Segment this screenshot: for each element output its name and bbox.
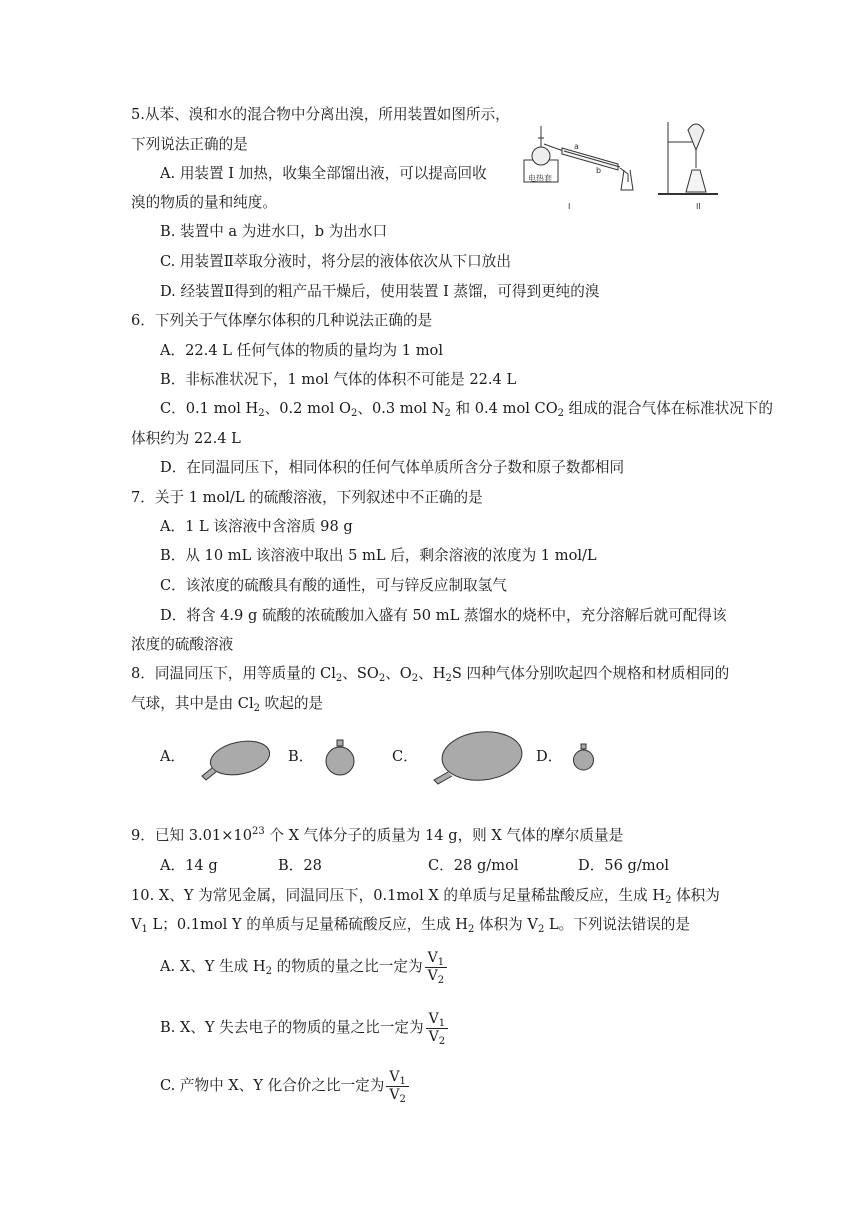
q9-stem: 9．已知 $3.01\times 10^{23}$ 个 X 气体分子的质量为 14 g，则 X 气体的摩尔质量是 [131,826,624,844]
q5-stem-line1: 5.从苯、溴和水的混合物中分离出溴，所用装置如图所示， [131,106,510,123]
q8-option-d-label: D． [536,748,563,765]
port-b-label: b [596,166,602,175]
q7-option-a: A．1 L 该溶液中含溶质 98 g [160,518,353,535]
q5-option-a-line2: 溴的物质的量和纯度。 [131,194,277,211]
q7-option-d-line2: 浓度的硫酸溶液 [131,636,234,653]
q5-stem-line2: 下列说法正确的是 [131,136,248,153]
q6-option-d: D．在同温同压下，相同体积的任何气体单质所含分子数和原子数都相同 [160,459,625,476]
q8-stem-line1: 8．同温同压下，用等质量的 $Cl_2$、$SO_2$、$O_2$、$H_2S$ 四种气体分别吹起四个规格和材质相同的 [131,665,730,684]
q8-option-a-label: A． [160,748,186,765]
q6-option-c-line2: 体积约为 22.4 L [131,430,241,447]
q9-option-d: D．56 g/mol [578,857,670,874]
q10-stem-line2: $V_1$ L；0.1mol Y 的单质与足量稀硫酸反应，生成 $H_2$ 体积为 $V_2$ L。下列说法错误的是 [131,916,690,935]
q10-stem-line1: 10. X、Y 为常见金属，同温同压下，0.1mol X 的单质与足量稀盐酸反应，生成 $H_2$ 体积为 [131,887,720,906]
q5-option-b: B. 装置中 a 为进水口，b 为出水口 [160,223,388,240]
q5-option-c: C. 用装置Ⅱ萃取分液时，将分层的液体依次从下口放出 [160,253,511,270]
q8-option-c-label: C． [392,748,418,765]
q7-option-c: C．该浓度的硫酸具有酸的通性，可与锌反应制取氢气 [160,577,507,594]
q10-option-b: B. X、Y 失去电子的物质的量之比一定为 $\frac{V_1}{V_2}$ [160,1010,448,1046]
balloon-c-icon [426,728,526,788]
q7-option-d-line1: D．将含 4.9 g 硫酸的浓硫酸加入盛有 50 mL 蒸馏水的烧杯中，充分溶解后就可配得该 [160,607,727,624]
q8-option-b-label: B． [288,748,314,765]
q9-option-a: A．14 g [160,857,218,874]
heater-label: 电热套 [528,174,552,183]
q5-option-a-line1: A. 用装置 I 加热，收集全部馏出液，可以提高回收 [160,165,487,182]
balloon-b-icon [322,738,358,780]
apparatus-ii-label: II [696,202,701,211]
fraction-v1-v2: $\frac{V_1}{V_2}$ [386,1069,409,1104]
balloon-a-icon [198,736,278,784]
q8-stem-line2: 气球，其中是由 $Cl_2$ 吹起的是 [131,695,324,714]
distillation-separation-diagram [518,108,728,216]
apparatus-i-label: I [568,202,571,211]
q10-option-c: C. 产物中 X、Y 化合价之比一定为 $\frac{V_1}{V_2}$ [160,1068,409,1104]
q6-option-c-line1: C．0.1 mol $H_2$、0.2 mol $O_2$、0.3 mol $N_2$ 和 0.4 mol $CO_2$ 组成的混合气体在标准状况下的 [160,400,773,419]
q6-option-b: B．非标准状况下，1 mol 气体的体积不可能是 22.4 L [160,371,517,388]
q5-apparatus-figure [518,108,728,216]
q9-option-c: C．28 g/mol [428,857,519,874]
q10-option-a: A. X、Y 生成 $H_2$ 的物质的量之比一定为 $\frac{V_1}{V_2}$ [160,949,447,985]
balloon-d-icon [570,742,598,774]
port-a-label: a [574,142,579,151]
q7-stem: 7．关于 1 mol/L 的硫酸溶液，下列叙述中不正确的是 [131,489,483,506]
q6-stem: 6．下列关于气体摩尔体积的几种说法正确的是 [131,312,433,329]
q5-option-d: D. 经装置Ⅱ得到的粗产品干燥后，使用装置 I 蒸馏，可得到更纯的溴 [160,283,600,300]
fraction-v1-v2: $\frac{V_1}{V_2}$ [425,950,448,985]
q6-option-a: A．22.4 L 任何气体的物质的量均为 1 mol [160,342,443,359]
q7-option-b: B．从 10 mL 该溶液中取出 5 mL 后，剩余溶液的浓度为 1 mol/L [160,547,597,564]
fraction-v1-v2: $\frac{V_1}{V_2}$ [426,1011,449,1046]
q9-option-b: B．28 [278,857,322,874]
